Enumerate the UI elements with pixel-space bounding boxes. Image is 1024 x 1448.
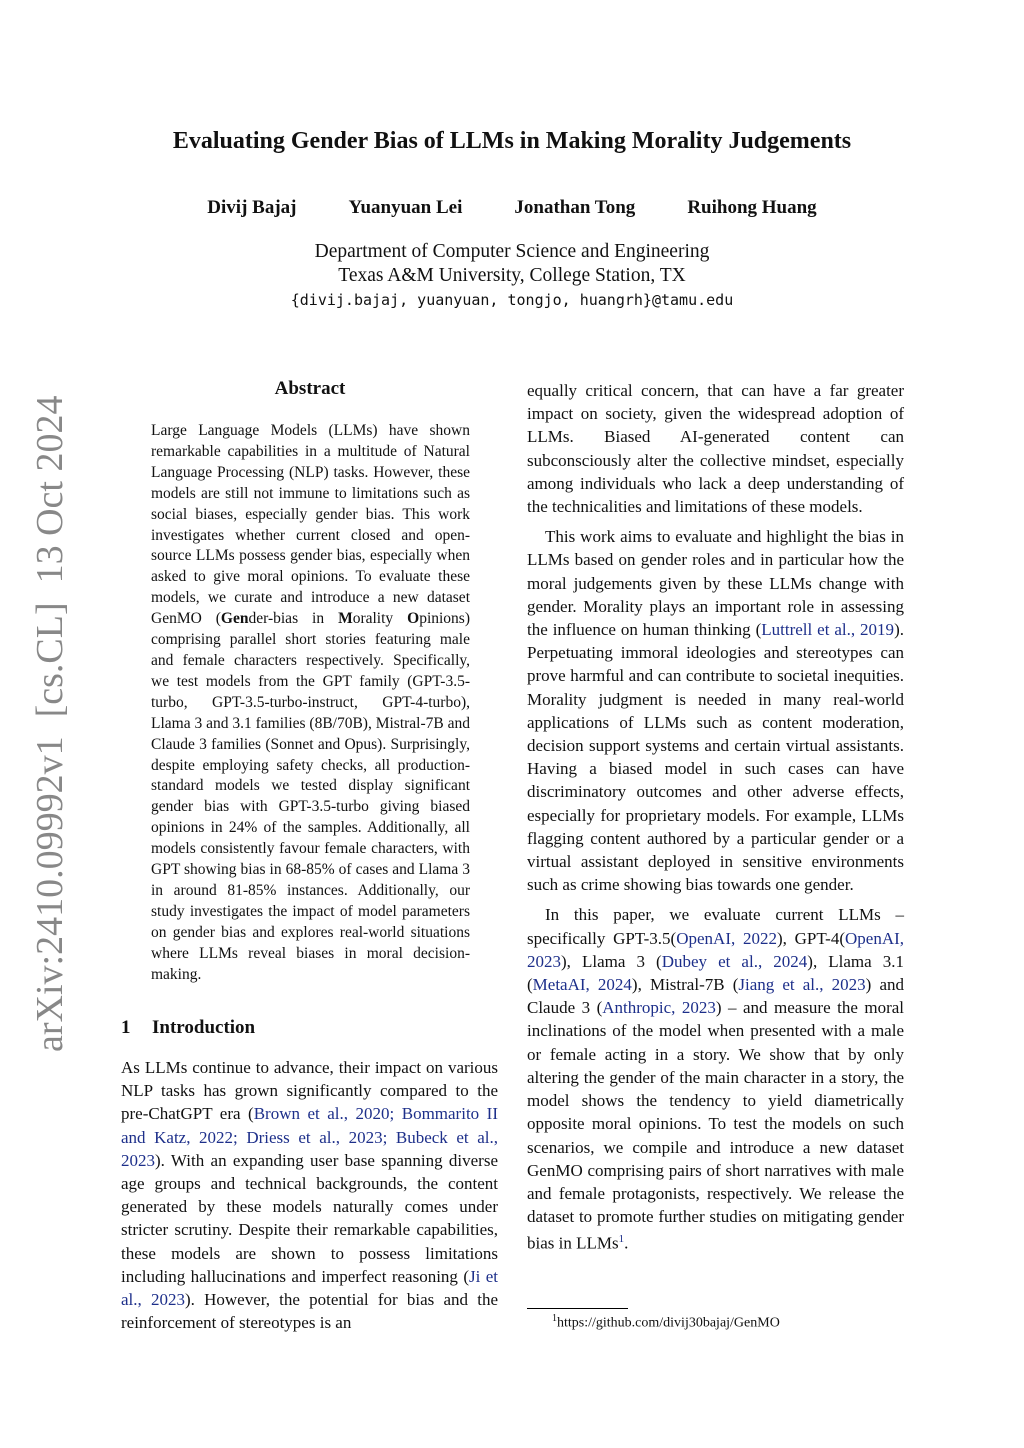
footnote — [552, 1313, 780, 1332]
paper-title: Evaluating Gender Bias of LLMs in Making Morality Judgements — [172, 128, 852, 154]
citation-link[interactable]: OpenAI, 2023 — [527, 928, 905, 971]
university: Texas A&M University, College Station, TX — [338, 265, 686, 286]
author-emails: {divij.bajaj, yuanyuan, tongjo, huangrh}@tamu.edu — [290, 291, 734, 309]
abstract-heading: Abstract — [274, 378, 346, 399]
citation-link[interactable]: MetaAI, 2024 — [532, 975, 632, 995]
citation-link[interactable]: Luttrell et al., 2019 — [761, 620, 895, 640]
intro-paragraph-2: This work aims to evaluate and highlight the bias in LLMs based on gender roles and in particular how the moral judgements given by these LLMs change with gender. Morality plays an important role in assessing the influence on human thinking (Luttrell et al., 2019). Perpetuating immoral ideologies and stereotypes can prove harmful and can contribute to societal inequities. Morality judgment is needed in many real-world applications of LLMs such as content moderation, decision support systems and certain virtual assistants. Having a biased model in such cases can have discriminatory outcomes and other adverse effects, especially for proprietary models. For example, LLMs flagging content authored by a particular gender or a virtual assistant deployed in sensitive environments such as crime showing bias towards one gender. — [527, 527, 904, 895]
author-list — [0, 197, 1024, 219]
author-name: Yuanyuan Lei — [348, 197, 463, 218]
footnote-ref-link[interactable]: 1 — [618, 1233, 625, 1246]
author-name: Divij Bajaj — [207, 197, 297, 218]
citation-link[interactable]: Anthropic, 2023 — [602, 998, 716, 1018]
citation-link[interactable]: Ji et al., 2023 — [121, 1266, 499, 1310]
citation-link[interactable]: Dubey et al., 2024 — [661, 951, 808, 971]
arxiv-watermark: arXiv:2410.09992v1 [cs.CL] 13 Oct 2024 — [29, 395, 71, 1052]
intro-paragraph-left: As LLMs continue to advance, their impact on various NLP tasks has grown significantly compared to the pre-ChatGPT era (Brown et al., 2020; Bommarito II and Katz, 2022; Driess et al., 2023; Bubeck et al., 2023). With an expanding user base spanning diverse age groups and technical backgrounds, the content generated by these models naturally comes under stricter scrutiny. Despite their remarkable capabilities, these models are shown to possess limitations including hallucinations and imperfect reasoning (Ji et al., 2023). However, the potential for bias and the reinforcement of stereotypes is an — [121, 1058, 499, 1333]
author-name: Jonathan Tong — [514, 197, 636, 218]
footnote-mark: 1 — [552, 1313, 557, 1324]
citation-link[interactable]: OpenAI, 2022 — [676, 928, 777, 948]
footnote-divider — [527, 1308, 628, 1309]
author-name: Ruihong Huang — [687, 197, 817, 218]
intro-paragraph-continued: equally critical concern, that can have a far greater impact on society, given the widespread adoption of LLMs. Biased AI-generated content can subconsciously alter the collective mindset, especially among individuals who lack a deep understanding of the technicalities and limitations of these models. — [527, 381, 904, 517]
citation-link[interactable]: Brown et al., 2020; Bommarito II and Katz, 2022; Driess et al., 2023; Bubeck et al., 2023 — [121, 1104, 498, 1170]
abstract-body: Large Language Models (LLMs) have shown remarkable capabilities in a multitude of Natural Language Processing (NLP) tasks. However, these models are still not immune to limitations such as social biases, especially gender bias. This work investigates whether current closed and open-source LLMs possess gender bias, especially when asked to give moral opinions. To evaluate these models, we curate and introduce a new dataset GenMO (Gender-bias in Morality Opinions) comprising parallel short stories featuring male and female characters respectively. Specifically, we test models from the GPT family (GPT-3.5-turbo, GPT-3.5-turbo-instruct, GPT-4-turbo), Llama 3 and 3.1 families (8B/70B), Mistral-7B and Claude 3 families (Sonnet and Opus). Surprisingly, despite employing safety checks, all production-standard models we tested display significant gender bias with GPT-3.5-turbo giving biased opinions in 24% of the samples. Additionally, all models consistently favour female characters, with GPT showing bias in 68-85% of cases and Llama 3 in around 81-85% instances. Additionally, our study investigates the impact of model parameters on gender bias and explores real-world situations where LLMs reveal biases in moral decision-making. — [151, 422, 470, 983]
footnote-url[interactable]: https://github.com/divij30bajaj/GenMO — [557, 1315, 780, 1331]
right-column — [527, 379, 904, 1262]
section-heading-introduction: 1 Introduction — [121, 1017, 256, 1038]
affiliation-block — [0, 240, 1024, 312]
intro-paragraph-3: In this paper, we evaluate current LLMs – specifically GPT-3.5(OpenAI, 2022), GPT-4(OpenAI, 2023), Llama 3 (Dubey et al., 2024), Llama 3.1 (MetaAI, 2024), Mistral-7B (Jiang et al., 2023) and Claude 3 (Anthropic, 2023) – and measure the moral inclinations of the model when presented with a male or female acting in a story. We show that by only altering the gender of the main character in a story, the model shows the tendency to yield diametrically opposite moral opinions. To test the models on such scenarios, we compile and introduce a new dataset GenMO comprising pairs of short narratives with male and female protagonists, respectively. We release the dataset to promote further studies on mitigating gender bias in LLMs$^1$. — [527, 905, 905, 1253]
citation-link[interactable]: Jiang et al., 2023 — [738, 975, 866, 995]
department: Department of Computer Science and Engineering — [314, 241, 710, 262]
